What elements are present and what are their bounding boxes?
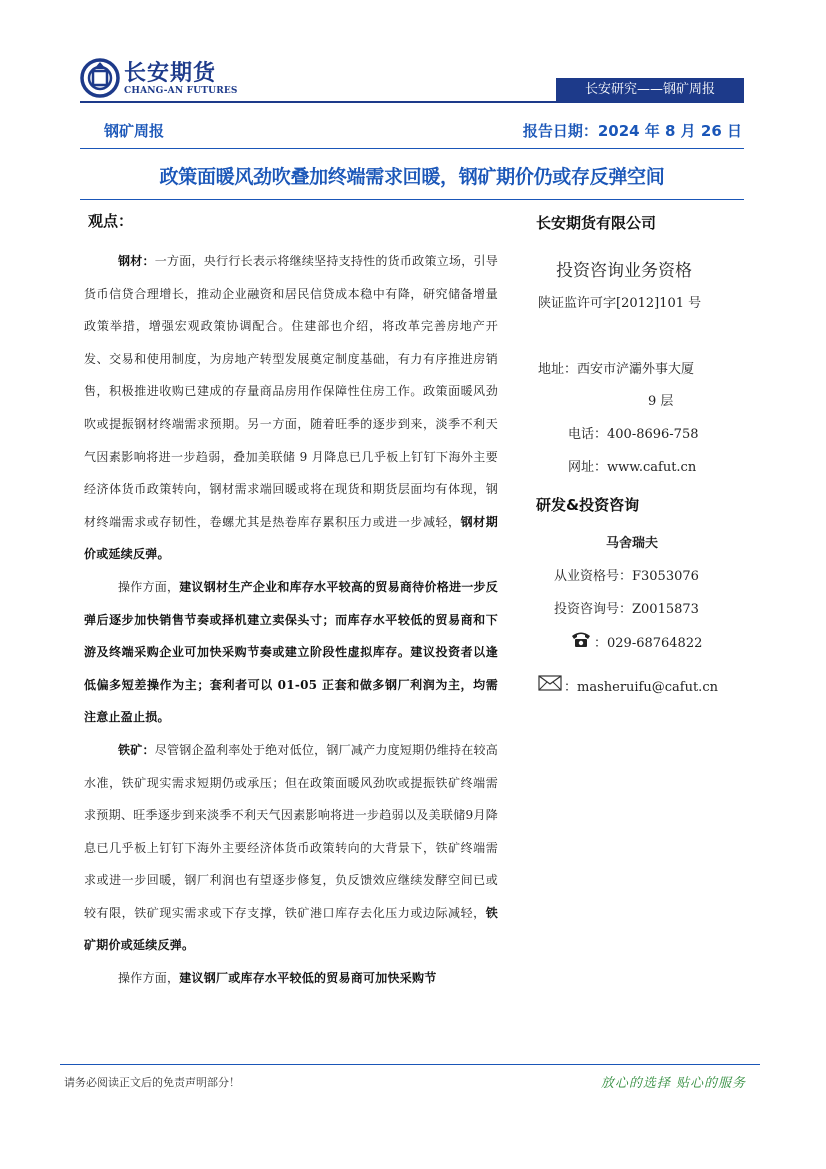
address-floor: 9 层	[648, 394, 674, 409]
steel-op-advice: 建议钢材生产企业和库存水平较高的贸易商待价格进一步反弹后逐步加快销售节奏或择机建立卖保头寸；而库存水平较低的贸易商和下游及终端采购企业可加快采购节奏或建立阶段性虚拟库存。建议投资者以逢低偏多短差操作为主；套利者可以 01-05 正套和做多钢厂利润为主，均需注意止盈止损。	[84, 579, 498, 725]
disclaimer-notice: 请务必阅读正文后的免责声明部分！	[64, 1076, 240, 1089]
ore-paragraph	[84, 734, 498, 962]
practice-qualification-number: 从业资格号：F3053076	[554, 569, 699, 584]
ore-text: 尽管钢企盈利率处于绝对低位，钢厂减产力度短期仍维持在较高水准，铁矿现实需求短期仍或承压；但在政策面暖风劲吹或提振铁矿终端需求预期、旺季逐步到来淡季不利天气因素影响将进一步趋弱以及美联储9月降息已几乎板上钉钉下海外主要经济体货币政策转向的大背景下，铁矿终端需求或进一步回暖，钢厂利润也有望逐步修复，负反馈效应继续发酵空间已或较有限，铁矿现实需求或下存支撑，铁矿港口库存去化压力或边际减轻，	[84, 742, 498, 920]
logo-chinese-name: 长安期货	[124, 61, 217, 86]
address: 地址：西安市浐灞外事大厦	[538, 362, 695, 377]
company-website[interactable]: 网址：www.cafut.cn	[568, 460, 697, 475]
envelope-icon	[538, 675, 562, 691]
footer-slogan: 放心的选择 贴心的服务	[600, 1076, 746, 1091]
header-divider	[80, 101, 744, 103]
analyst-email[interactable]: ：masheruifu@cafut.cn	[564, 680, 718, 695]
footer-divider	[60, 1064, 760, 1065]
ore-lead: 铁矿：	[118, 742, 155, 757]
title-top-rule	[80, 148, 744, 149]
steel-operation-paragraph	[84, 571, 498, 734]
steel-text: 一方面，央行行长表示将继续坚持支持性的货币政策立场，引导货币信贷合理增长，推动企业融资和居民信贷成本稳中有降，研究储备增量政策举措，增强宏观政策协调配合。住建部也介绍，将改革完善房地产开发、交易和使用制度，为房地产转型发展奠定制度基础，有力有序推进房销售，积极推进收购已建成的存量商品房用作保障性住房工作。政策面暖风劲吹或提振钢材终端需求预期。另一方面，随着旺季的逐步到来，淡季不利天气因素影响将进一步趋弱，叠加美联储 9 月降息已几乎板上钉钉下海外主要经济体货币政策转向，钢材需求端回暖或将在现货和期货层面均有体现，钢材终端需求或存韧性，卷螺尤其是热卷库存累积压力或进一步减轻，	[84, 254, 498, 529]
ore-conclusion: 铁矿期价或延续反弹。	[84, 905, 498, 953]
main-content	[84, 210, 498, 995]
ore-op-prefix: 操作方面，	[118, 971, 180, 986]
steel-op-prefix: 操作方面，	[118, 579, 180, 594]
header-series-bar: 长安研究——钢矿周报	[556, 78, 744, 102]
investment-consulting-number: 投资咨询号：Z0015873	[554, 602, 699, 617]
analyst-phone-row	[570, 630, 740, 652]
report-title: 政策面暖风劲吹叠加终端需求回暖，钢矿期价仍或存反弹空间	[159, 166, 665, 188]
analyst-phone: ：029-68764822	[594, 636, 703, 651]
company-phone: 电话：400-8696-758	[568, 427, 699, 442]
report-date: 报告日期：2024 年 8 月 26 日	[522, 122, 742, 140]
company-logo	[80, 56, 238, 102]
telephone-icon	[570, 630, 592, 648]
report-type: 钢矿周报	[104, 122, 165, 140]
view-heading: 观点：	[88, 212, 134, 230]
logo-english-name: CHANG-AN FUTURES	[124, 86, 238, 96]
license-number: 陕证监许可字[2012]101 号	[538, 296, 702, 311]
steel-lead: 钢材：	[118, 254, 155, 268]
title-bottom-rule	[80, 199, 744, 200]
company-name: 长安期货有限公司	[536, 214, 657, 232]
ore-operation-paragraph	[84, 962, 498, 995]
research-heading: 研发&投资咨询	[536, 496, 640, 514]
analyst-name: 马舍瑞夫	[606, 536, 659, 551]
analyst-email-row	[538, 674, 738, 696]
qualification: 投资咨询业务资格	[556, 261, 692, 281]
steel-paragraph	[84, 245, 498, 571]
ore-op-advice: 建议钢厂或库存水平较低的贸易商可加快采购节	[179, 971, 437, 986]
logo-mark-icon	[80, 58, 120, 98]
steel-conclusion: 钢材期价或延续反弹。	[84, 514, 498, 562]
